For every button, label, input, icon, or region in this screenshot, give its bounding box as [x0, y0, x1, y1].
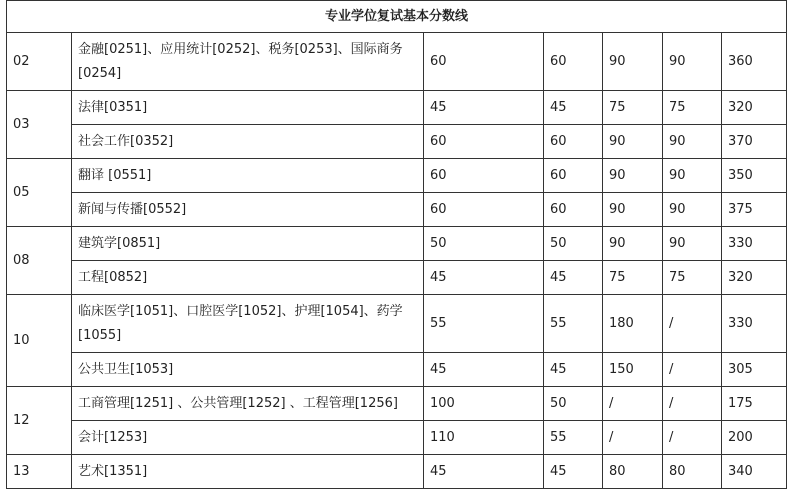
score-cell: 90	[603, 125, 663, 159]
table-row	[7, 353, 787, 387]
total-score-cell: 330	[722, 227, 787, 261]
score-cell: 75	[663, 91, 722, 125]
score-cell: 75	[603, 91, 663, 125]
total-score-cell: 360	[722, 33, 787, 91]
score-cell: 45	[544, 455, 603, 489]
score-cell: 90	[663, 193, 722, 227]
discipline-code: 02	[7, 33, 72, 91]
score-cell: 50	[544, 387, 603, 421]
score-cell: 60	[544, 193, 603, 227]
score-cell: 45	[424, 455, 544, 489]
score-cell: 60	[544, 125, 603, 159]
score-cell: 60	[544, 159, 603, 193]
score-cell: 80	[663, 455, 722, 489]
score-cell: /	[663, 387, 722, 421]
major-name: 新闻与传播[0552]	[72, 193, 424, 227]
table-row	[7, 421, 787, 455]
score-cell: /	[663, 353, 722, 387]
discipline-code: 08	[7, 227, 72, 295]
score-cell: 150	[603, 353, 663, 387]
score-cell: 80	[603, 455, 663, 489]
score-cell: 60	[424, 159, 544, 193]
score-cell: 55	[424, 295, 544, 353]
major-name: 社会工作[0352]	[72, 125, 424, 159]
total-score-cell: 320	[722, 261, 787, 295]
total-score-cell: 320	[722, 91, 787, 125]
total-score-cell: 340	[722, 455, 787, 489]
score-cell: 110	[424, 421, 544, 455]
score-cell: 100	[424, 387, 544, 421]
major-name: 会计[1253]	[72, 421, 424, 455]
score-cell: 75	[603, 261, 663, 295]
score-cell: 45	[424, 353, 544, 387]
score-cell: /	[603, 421, 663, 455]
table-row	[7, 193, 787, 227]
table-title: 专业学位复试基本分数线	[7, 1, 787, 33]
total-score-cell: 330	[722, 295, 787, 353]
total-score-cell: 370	[722, 125, 787, 159]
major-name: 艺术[1351]	[72, 455, 424, 489]
score-cell: 60	[424, 33, 544, 91]
score-cell: 75	[663, 261, 722, 295]
score-cell: 90	[603, 159, 663, 193]
table-row	[7, 125, 787, 159]
discipline-code: 10	[7, 295, 72, 387]
score-cell: 90	[663, 227, 722, 261]
score-cell: 60	[424, 125, 544, 159]
score-cell: /	[663, 295, 722, 353]
table-row	[7, 295, 787, 353]
table-row	[7, 33, 787, 91]
score-cell: 50	[424, 227, 544, 261]
major-name: 建筑学[0851]	[72, 227, 424, 261]
table-row	[7, 455, 787, 489]
score-cell: 45	[544, 353, 603, 387]
major-name: 金融[0251]、应用统计[0252]、税务[0253]、国际商务[0254]	[72, 33, 424, 91]
score-cell: 60	[424, 193, 544, 227]
table-row	[7, 261, 787, 295]
major-name: 翻译 [0551]	[72, 159, 424, 193]
score-cell: 90	[663, 159, 722, 193]
score-cell: /	[603, 387, 663, 421]
total-score-cell: 305	[722, 353, 787, 387]
major-name: 工程[0852]	[72, 261, 424, 295]
score-cell: 90	[663, 125, 722, 159]
discipline-code: 03	[7, 91, 72, 159]
score-cell: 90	[663, 33, 722, 91]
total-score-cell: 350	[722, 159, 787, 193]
score-cell: 90	[603, 193, 663, 227]
table-row	[7, 387, 787, 421]
score-cell: 45	[544, 91, 603, 125]
score-cell: 90	[603, 33, 663, 91]
total-score-cell: 200	[722, 421, 787, 455]
table-row	[7, 227, 787, 261]
score-cell: 45	[544, 261, 603, 295]
major-name: 工商管理[1251] 、公共管理[1252] 、工程管理[1256]	[72, 387, 424, 421]
table-row	[7, 91, 787, 125]
discipline-code: 05	[7, 159, 72, 227]
score-cell: 45	[424, 261, 544, 295]
major-name: 临床医学[1051]、口腔医学[1052]、护理[1054]、药学[1055]	[72, 295, 424, 353]
score-cell: 50	[544, 227, 603, 261]
score-cell: 60	[544, 33, 603, 91]
score-cell: 55	[544, 421, 603, 455]
score-cell: /	[663, 421, 722, 455]
major-name: 法律[0351]	[72, 91, 424, 125]
score-cell: 90	[603, 227, 663, 261]
discipline-code: 12	[7, 387, 72, 455]
score-table	[6, 0, 787, 489]
score-cell: 180	[603, 295, 663, 353]
major-name: 公共卫生[1053]	[72, 353, 424, 387]
total-score-cell: 375	[722, 193, 787, 227]
discipline-code: 13	[7, 455, 72, 489]
score-cell: 45	[424, 91, 544, 125]
total-score-cell: 175	[722, 387, 787, 421]
table-row	[7, 159, 787, 193]
score-cell: 55	[544, 295, 603, 353]
